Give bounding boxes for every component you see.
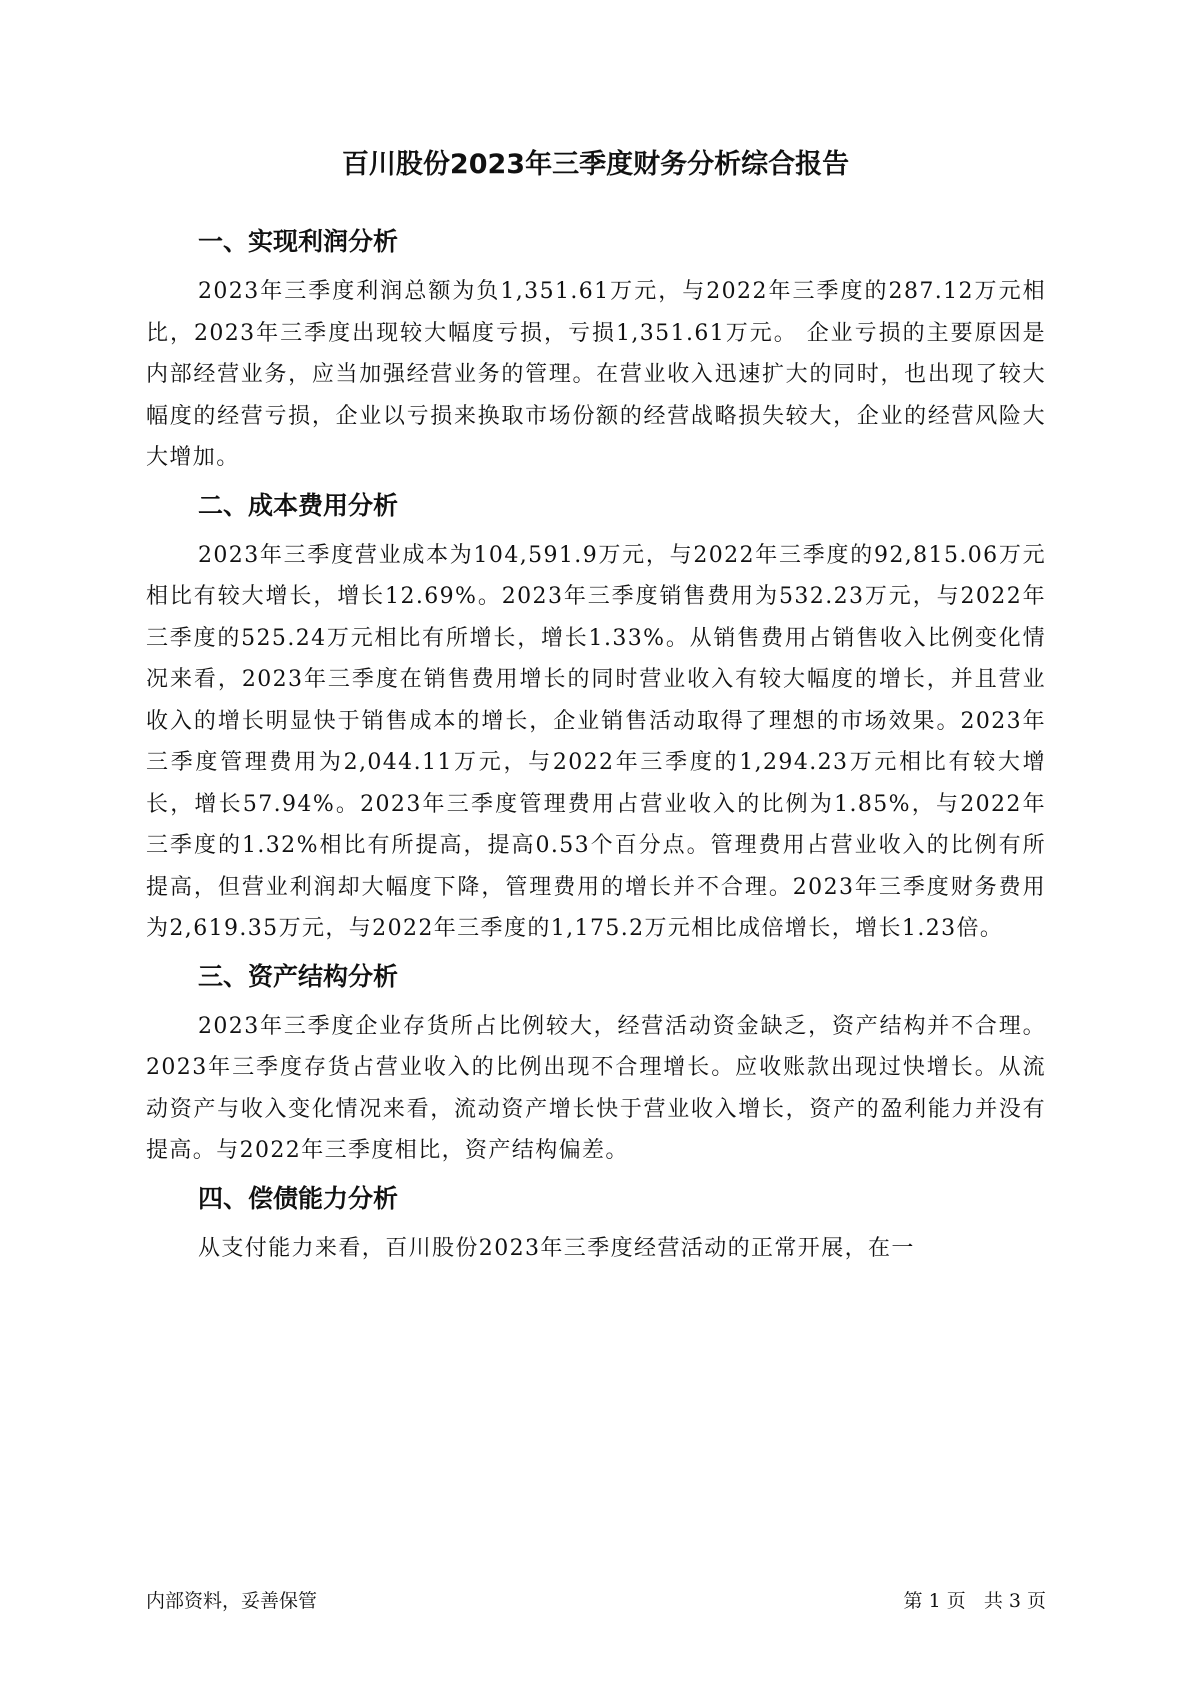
report-title: 百川股份2023年三季度财务分析综合报告 xyxy=(341,149,850,180)
confidential-note: 内部资料，妥善保管 xyxy=(146,1590,318,1612)
section-solvency-analysis xyxy=(146,1182,1046,1270)
page-number: 第 1 页 共 3 页 xyxy=(903,1590,1046,1612)
section-paragraph: 从支付能力来看，百川股份2023年三季度经营活动的正常开展，在一 xyxy=(198,1235,915,1261)
section-heading: 四、偿债能力分析 xyxy=(198,1183,399,1213)
section-paragraph: 2023年三季度营业成本为104,591.9万元，与2022年三季度的92,815.06万元相比有较大增长，增长12.69%。2023年三季度销售费用为532.23万元，与2022年三季度的525.24万元相比有所增长，增长1.33%。从销售费用占销售收入比例变化情况来看，2023年三季度在销售费用增长的同时营业收入有较大幅度的增长，并且营业收入的增长明显快于销售成本的增长，企业销售活动取得了理想的市场效果。2023年三季度管理费用为2,044.11万元，与2022年三季度的1,294.23万元相比有较大增长，增长57.94%。2023年三季度管理费用占营业收入的比例为1.85%，与2022年三季度的1.32%相比有所提高，提高0.53个百分点。管理费用占营业收入的比例有所提高，但营业利润却大幅度下降，管理费用的增长并不合理。2023年三季度财务费用为2,619.35万元，与2022年三季度的1,175.2万元相比成倍增长，增长1.23倍。 xyxy=(146,542,1046,941)
section-profit-analysis xyxy=(146,225,1046,479)
report-body xyxy=(146,215,1046,1277)
section-cost-analysis xyxy=(146,489,1046,950)
section-paragraph: 2023年三季度企业存货所占比例较大，经营活动资金缺乏，资产结构并不合理。2023年三季度存货占营业收入的比例出现不合理增长。应收账款出现过快增长。从流动资产与收入变化情况来看，流动资产增长快于营业收入增长，资产的盈利能力并没有提高。与2022年三季度相比，资产结构偏差。 xyxy=(146,1013,1046,1163)
section-heading: 一、实现利润分析 xyxy=(198,227,399,256)
section-asset-structure xyxy=(146,960,1046,1172)
section-paragraph: 2023年三季度利润总额为负1,351.61万元，与2022年三季度的287.12万元相比，2023年三季度出现较大幅度亏损，亏损1,351.61万元。 企业亏损的主要原因是内部经营业务，应当加强经营业务的管理。在营业收入迅速扩大的同时，也出现了较大幅度的经营亏损，企业以亏损来换取市场份额的经营战略损失较大，企业的经营风险大大增加。 xyxy=(146,279,1046,470)
section-heading: 三、资产结构分析 xyxy=(198,961,399,991)
page-footer xyxy=(146,1587,1046,1615)
section-heading: 二、成本费用分析 xyxy=(198,490,399,520)
